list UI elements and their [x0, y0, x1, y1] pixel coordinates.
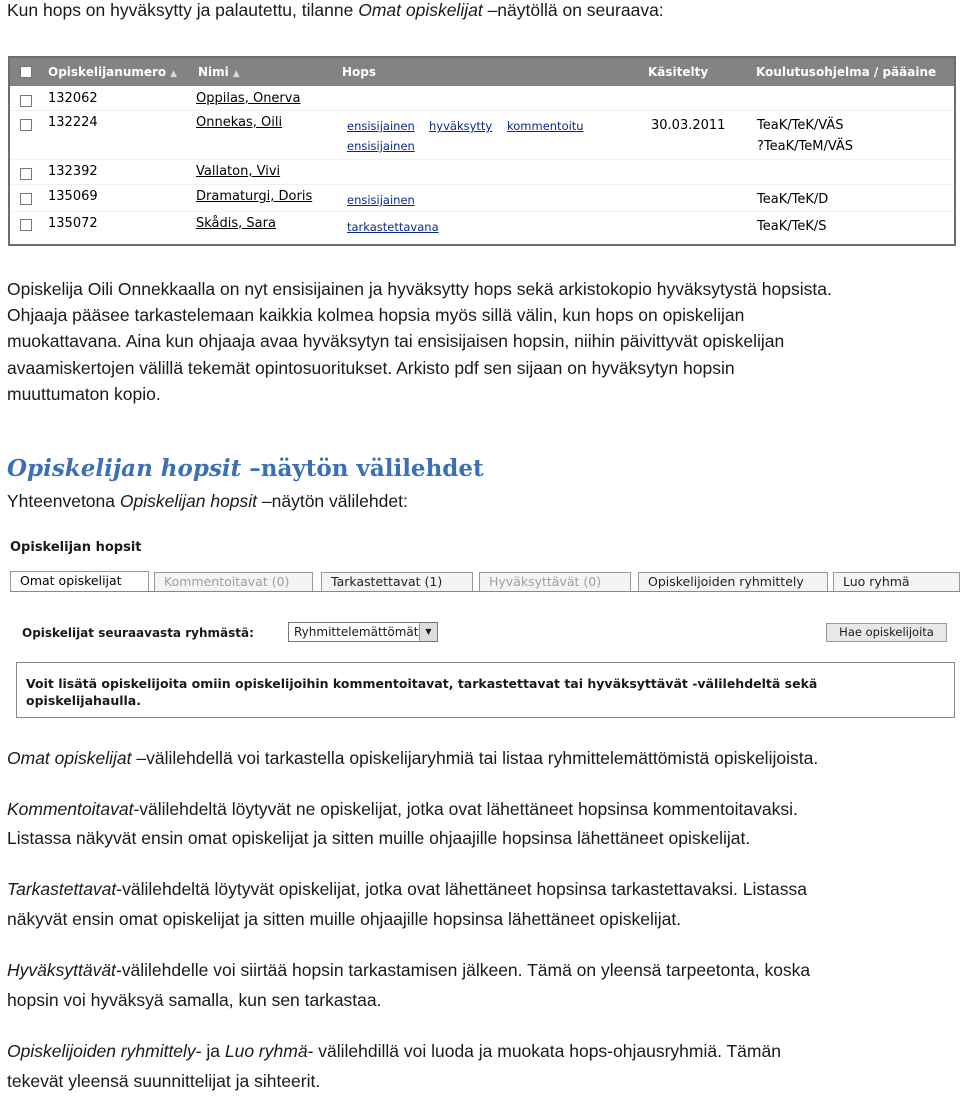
intro-paragraph — [7, 0, 664, 24]
program: TeaK/TeK/D — [757, 192, 829, 207]
hops-link-primary-2[interactable]: ensisijainen — [347, 139, 415, 153]
column-header-program[interactable]: Koulutusohjelma / pääaine — [756, 65, 937, 79]
ui-page-title: Opiskelijan hopsit — [10, 540, 142, 555]
paragraph-to-approve: Hyväksyttävät-välilehdelle voi siirtää hopsin tarkastamisen jälkeen. Tämä on yleensä tarpeetonta, koska — [7, 960, 811, 980]
student-name-link[interactable]: Vallaton, Vivi — [196, 164, 281, 179]
hops-link-primary[interactable]: ensisijainen — [347, 119, 415, 133]
tab-to-comment[interactable]: Kommentoitavat (0) — [154, 572, 313, 591]
student-number: 135069 — [48, 189, 98, 204]
paragraph-own-students: Omat opiskelijat –välilehdellä voi tarkastella opiskelijaryhmiä tai listaa ryhmittelemättömistä opiskelijoista. — [7, 748, 819, 768]
table-header — [10, 58, 954, 86]
student-name-link[interactable]: Onnekas, Oili — [196, 115, 283, 130]
program-secondary: ?TeaK/TeM/VÄS — [757, 139, 854, 154]
intro-italic: Omat opiskelijat — [358, 0, 483, 20]
row-checkbox[interactable] — [20, 219, 32, 231]
row-checkbox[interactable] — [20, 168, 32, 180]
info-text: Voit lisätä opiskelijoita omiin opiskelijoihin kommentoitavat, tarkastettavat tai hyväksyttävät -välilehdeltä sekä opiskelijahaulla. — [26, 676, 818, 708]
student-name-link[interactable]: Dramaturgi, Doris — [196, 189, 313, 204]
paragraph-line: näkyvät ensin omat opiskelijat ja sitten muille ohjaajille hopsinsa lähettäneet opiskelijat. — [7, 909, 682, 929]
info-box — [16, 662, 955, 718]
section-heading — [7, 455, 484, 482]
student-number: 132062 — [48, 91, 98, 106]
hops-link-commented[interactable]: kommentoitu — [507, 119, 584, 133]
program: TeaK/TeK/VÄS — [757, 118, 844, 133]
tab-to-approve[interactable]: Hyväksyttävät (0) — [479, 572, 631, 591]
sort-arrow-icon: ▲ — [232, 69, 240, 79]
row-divider — [10, 184, 954, 185]
paragraph-line: muuttumaton kopio. — [7, 384, 161, 404]
chevron-down-icon[interactable]: ▼ — [419, 623, 437, 641]
column-header-hops[interactable]: Hops — [342, 65, 377, 79]
paragraph-line: Listassa näkyvät ensin omat opiskelijat ja sitten muille ohjaajille hopsinsa lähettäneet opiskelijat. — [7, 828, 751, 848]
paragraph-line: muokattavana. Aina kun ohjaaja avaa hyväksytyn tai ensisijaisen hopsin, niihin päivittyvät opiskelijan — [7, 331, 785, 351]
group-select-label: Opiskelijat seuraavasta ryhmästä: — [22, 626, 254, 640]
sort-arrow-icon: ▲ — [170, 69, 178, 79]
tab-student-grouping[interactable]: Opiskelijoiden ryhmittely — [638, 572, 828, 591]
column-header-name[interactable]: Nimi ▲ — [198, 65, 240, 79]
student-name-link[interactable]: Oppilas, Onerva — [196, 91, 301, 106]
paragraph-to-review: Tarkastettavat-välilehdeltä löytyvät opiskelijat, jotka ovat lähettäneet hopsinsa tarkastettavaksi. Listassa — [7, 879, 807, 899]
student-number: 132392 — [48, 164, 98, 179]
tab-baseline — [10, 591, 960, 592]
hops-link-primary[interactable]: ensisijainen — [347, 193, 415, 207]
hops-link-under-review[interactable]: tarkastettavana — [347, 220, 439, 234]
heading-italic: Opiskelijan hopsit — [7, 455, 242, 482]
intro-text-end: –näytöllä on seuraava: — [482, 0, 664, 20]
search-students-button[interactable]: Hae opiskelijoita — [826, 623, 947, 642]
student-number: 135072 — [48, 216, 98, 231]
paragraph-line: tekevät yleensä suunnittelijat ja sihteerit. — [7, 1071, 321, 1091]
row-checkbox[interactable] — [20, 193, 32, 205]
summary-line: Yhteenvetona Opiskelijan hopsit –näytön välilehdet: — [7, 491, 408, 511]
student-number: 132224 — [48, 115, 98, 130]
row-divider — [10, 110, 954, 111]
paragraph-line: Opiskelija Oili Onnekkaalla on nyt ensisijainen ja hyväksytty hops sekä arkistokopio hyväksytystä hopsista. — [7, 279, 832, 299]
row-divider — [10, 211, 954, 212]
row-checkbox[interactable] — [20, 119, 32, 131]
row-divider — [10, 159, 954, 160]
select-all-checkbox[interactable] — [20, 66, 32, 78]
hops-link-approved[interactable]: hyväksytty — [429, 119, 493, 133]
paragraph-line: hopsin voi hyväksyä samalla, kun sen tarkastaa. — [7, 990, 382, 1010]
tab-to-review[interactable]: Tarkastettavat (1) — [321, 572, 473, 591]
tab-own-students[interactable]: Omat opiskelijat — [10, 571, 149, 592]
processed-date: 30.03.2011 — [651, 118, 726, 133]
students-table — [8, 56, 956, 246]
paragraph-line: avaamiskertojen välillä tekemät opintosuoritukset. Arkisto pdf sen sijaan on hyväksytyn hopsin — [7, 358, 735, 378]
column-header-student-number[interactable]: Opiskelijanumero ▲ — [48, 65, 178, 79]
group-select-value: Ryhmittelemättömät — [294, 625, 419, 639]
group-select[interactable] — [288, 622, 438, 642]
row-checkbox[interactable] — [20, 95, 32, 107]
paragraph-grouping: Opiskelijoiden ryhmittely- ja Luo ryhmä- välilehdillä voi luoda ja muokata hops-ohjausryhmiä. Tämän — [7, 1041, 781, 1061]
paragraph-line: Ohjaaja pääsee tarkastelemaan kaikkia kolmea hopsia myös sillä välin, kun hops on opiskelijan — [7, 305, 745, 325]
paragraph-to-comment: Kommentoitavat-välilehdeltä löytyvät ne opiskelijat, jotka ovat lähettäneet hopsinsa kommentoitavaksi. — [7, 799, 798, 819]
student-name-link[interactable]: Skådis, Sara — [196, 216, 276, 231]
intro-text: Kun hops on hyväksytty ja palautettu, tilanne — [7, 0, 359, 20]
heading-rest: –näytön välilehdet — [241, 455, 484, 482]
tab-create-group[interactable]: Luo ryhmä — [833, 572, 960, 591]
column-header-processed[interactable]: Käsitelty — [648, 65, 709, 79]
program: TeaK/TeK/S — [757, 219, 827, 234]
